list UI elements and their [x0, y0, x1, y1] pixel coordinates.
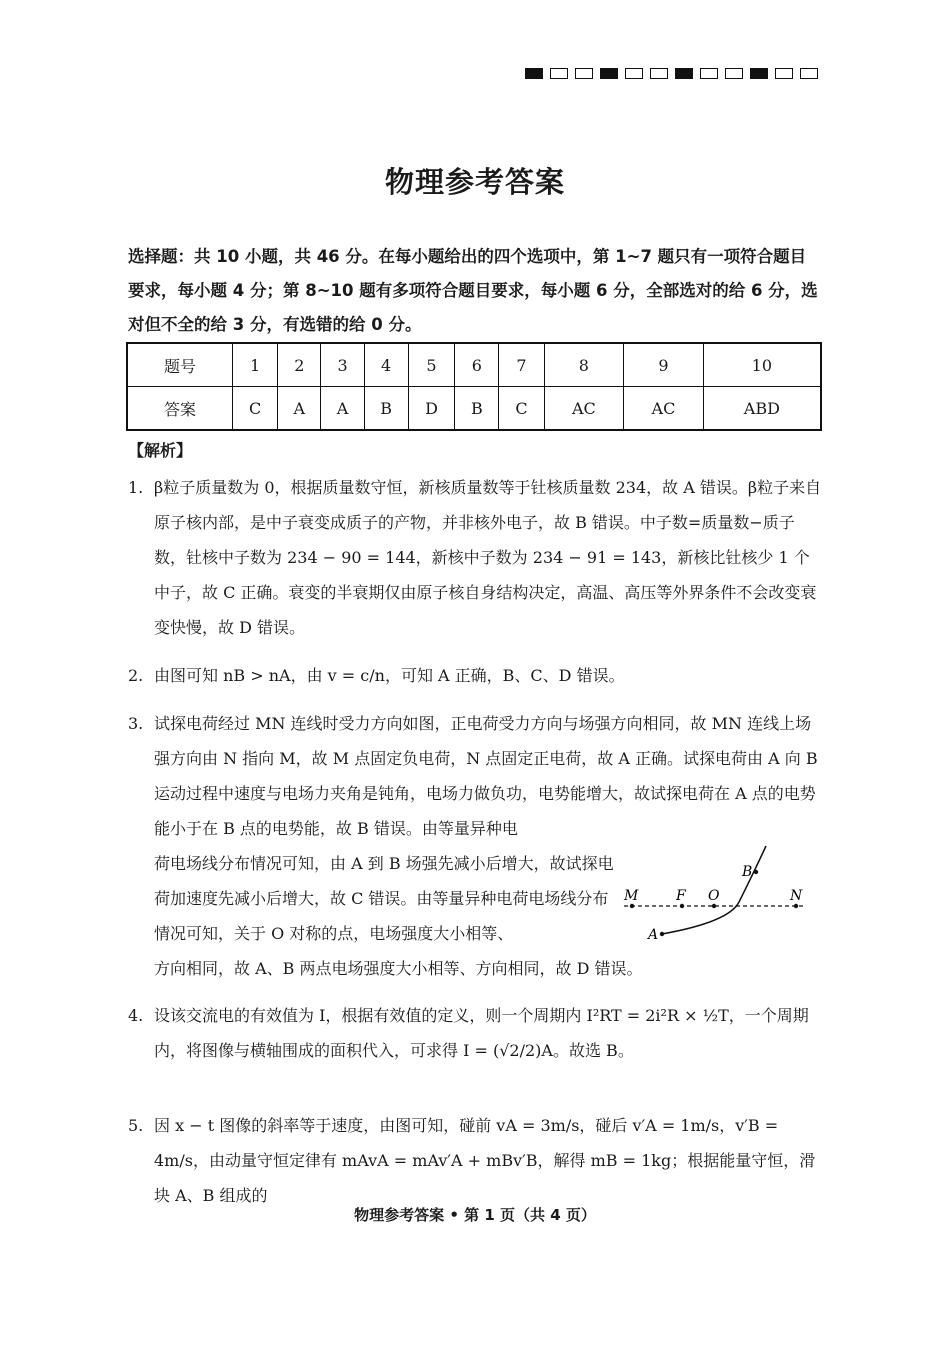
number-cell: 4 [364, 343, 408, 387]
analysis-item-2 [128, 658, 822, 693]
number-cell: 8 [544, 343, 624, 387]
number-cell: 6 [455, 343, 499, 387]
answer-cell: B [364, 387, 408, 431]
answer-cell: D [408, 387, 455, 431]
row-label: 答案 [127, 387, 232, 431]
mark-8 [700, 68, 718, 79]
item-number: 2. [128, 666, 144, 685]
answer-table [126, 342, 822, 431]
item-number: 3. [128, 714, 144, 733]
header-marks [525, 68, 818, 79]
item-text-wrapped: 荷电场线分布情况可知，由 A 到 B 场强先减小后增大，故试探电荷加速度先减小后增大，故 C 错误。由等量异种电荷电场线分布情况可知，关于 O 对称的点，电场强度大小相等、 [154, 854, 614, 943]
number-cell: 7 [499, 343, 544, 387]
point-f [680, 904, 684, 908]
page-title: 物理参考答案 [384, 165, 565, 199]
point-n [794, 904, 798, 908]
answer-row [127, 387, 821, 431]
number-cell: 1 [232, 343, 277, 387]
item-text: 因 x − t 图像的斜率等于速度，由图可知，碰前 vA = 3m/s，碰后 v′A = 1m/s，v′B = 4m/s，由动量守恒定律有 mAvA = mAv′A + mBv′B，解得 mB = 1kg；根据能量守恒，滑块 A、B 组成的 [154, 1116, 816, 1205]
intro-text: 选择题：共 10 小题，共 46 分。在每小题给出的四个选项中，第 1~7 题只有一项符合题目要求，每小题 4 分；第 8~10 题有多项符合题目要求，每小题 6 分，全部选对的给 6 分，选对但不全的给 3 分，有选错的给 0 分。 [128, 247, 818, 334]
answer-cell: A [278, 387, 321, 431]
mark-10 [750, 68, 768, 79]
analysis-heading: 【解析】 [128, 441, 193, 460]
label-f: F [676, 888, 686, 904]
item-text-end: 方向相同，故 A、B 两点电场强度大小相等、方向相同，故 D 错误。 [154, 959, 643, 978]
point-o [712, 904, 716, 908]
mark-6 [650, 68, 668, 79]
item-text: 由图可知 nB > nA，由 v = c/n，可知 A 正确，B、C、D 错误。 [154, 666, 625, 685]
number-row [127, 343, 821, 387]
point-m [630, 904, 634, 908]
analysis-item-4 [128, 998, 822, 1068]
item-number: 1. [128, 478, 144, 497]
number-cell: 10 [703, 343, 821, 387]
label-b: B [742, 864, 753, 880]
point-b [754, 870, 758, 874]
analysis-item-5 [128, 1108, 822, 1213]
label-n: N [790, 888, 803, 904]
number-cell: 5 [408, 343, 455, 387]
item-number: 5. [128, 1116, 144, 1135]
number-cell: 9 [624, 343, 704, 387]
answer-cell: ABD [703, 387, 821, 431]
mark-4 [600, 68, 618, 79]
field-line-figure [614, 842, 814, 952]
row-label: 题号 [127, 343, 232, 387]
number-cell: 2 [278, 343, 321, 387]
item-text: 试探电荷经过 MN 连线时受力方向如图，正电荷受力方向与场强方向相同，故 MN 连线上场强方向由 N 指向 M，故 M 点固定负电荷，N 点固定正电荷，故 A 正确。试探电荷由 A 向 B 运动过程中速度与电场力夹角是钝角，电场力做负功，电势能增大，故试探电荷在 A 点的电势能小于在 B 点的电势能，故 B 错误。由等量异种电 [154, 714, 818, 838]
label-m: M [624, 888, 639, 904]
label-o: O [708, 888, 720, 904]
mark-1 [525, 68, 543, 79]
mark-9 [725, 68, 743, 79]
number-cell: 3 [321, 343, 364, 387]
point-a [660, 932, 664, 936]
answer-cell: C [232, 387, 277, 431]
item-number: 4. [128, 1006, 144, 1025]
mark-5 [625, 68, 643, 79]
mark-12 [800, 68, 818, 79]
answer-cell: AC [544, 387, 624, 431]
answer-cell: B [455, 387, 499, 431]
answer-cell: A [321, 387, 364, 431]
item-text: β粒子质量数为 0，根据质量数守恒，新核质量数等于钍核质量数 234，故 A 错误。β粒子来自原子核内部，是中子衰变成质子的产物，并非核外电子，故 B 错误。中子数=质量数−质子数，钍核中子数为 234 − 90 = 144，新核中子数为 234 − 91 = 143，新核比钍核少 1 个中子，故 C 正确。衰变的半衰期仅由原子核自身结构决定，高温、高压等外界条件不会改变衰变快慢，故 D 错误。 [154, 478, 822, 637]
mark-11 [775, 68, 793, 79]
answer-cell: AC [624, 387, 704, 431]
analysis-item-1 [128, 470, 822, 645]
mark-2 [550, 68, 568, 79]
answer-cell: C [499, 387, 544, 431]
page-footer: 物理参考答案 • 第 1 页（共 4 页） [354, 1206, 596, 1224]
item-text: 设该交流电的有效值为 I，根据有效值的定义，则一个周期内 I²RT = 2i²R × ½T，一个周期内，将图像与横轴围成的面积代入，可求得 I = (√2/2)A。故选 B。 [154, 1006, 809, 1060]
mark-3 [575, 68, 593, 79]
label-a: A [648, 927, 659, 943]
mark-7 [675, 68, 693, 79]
